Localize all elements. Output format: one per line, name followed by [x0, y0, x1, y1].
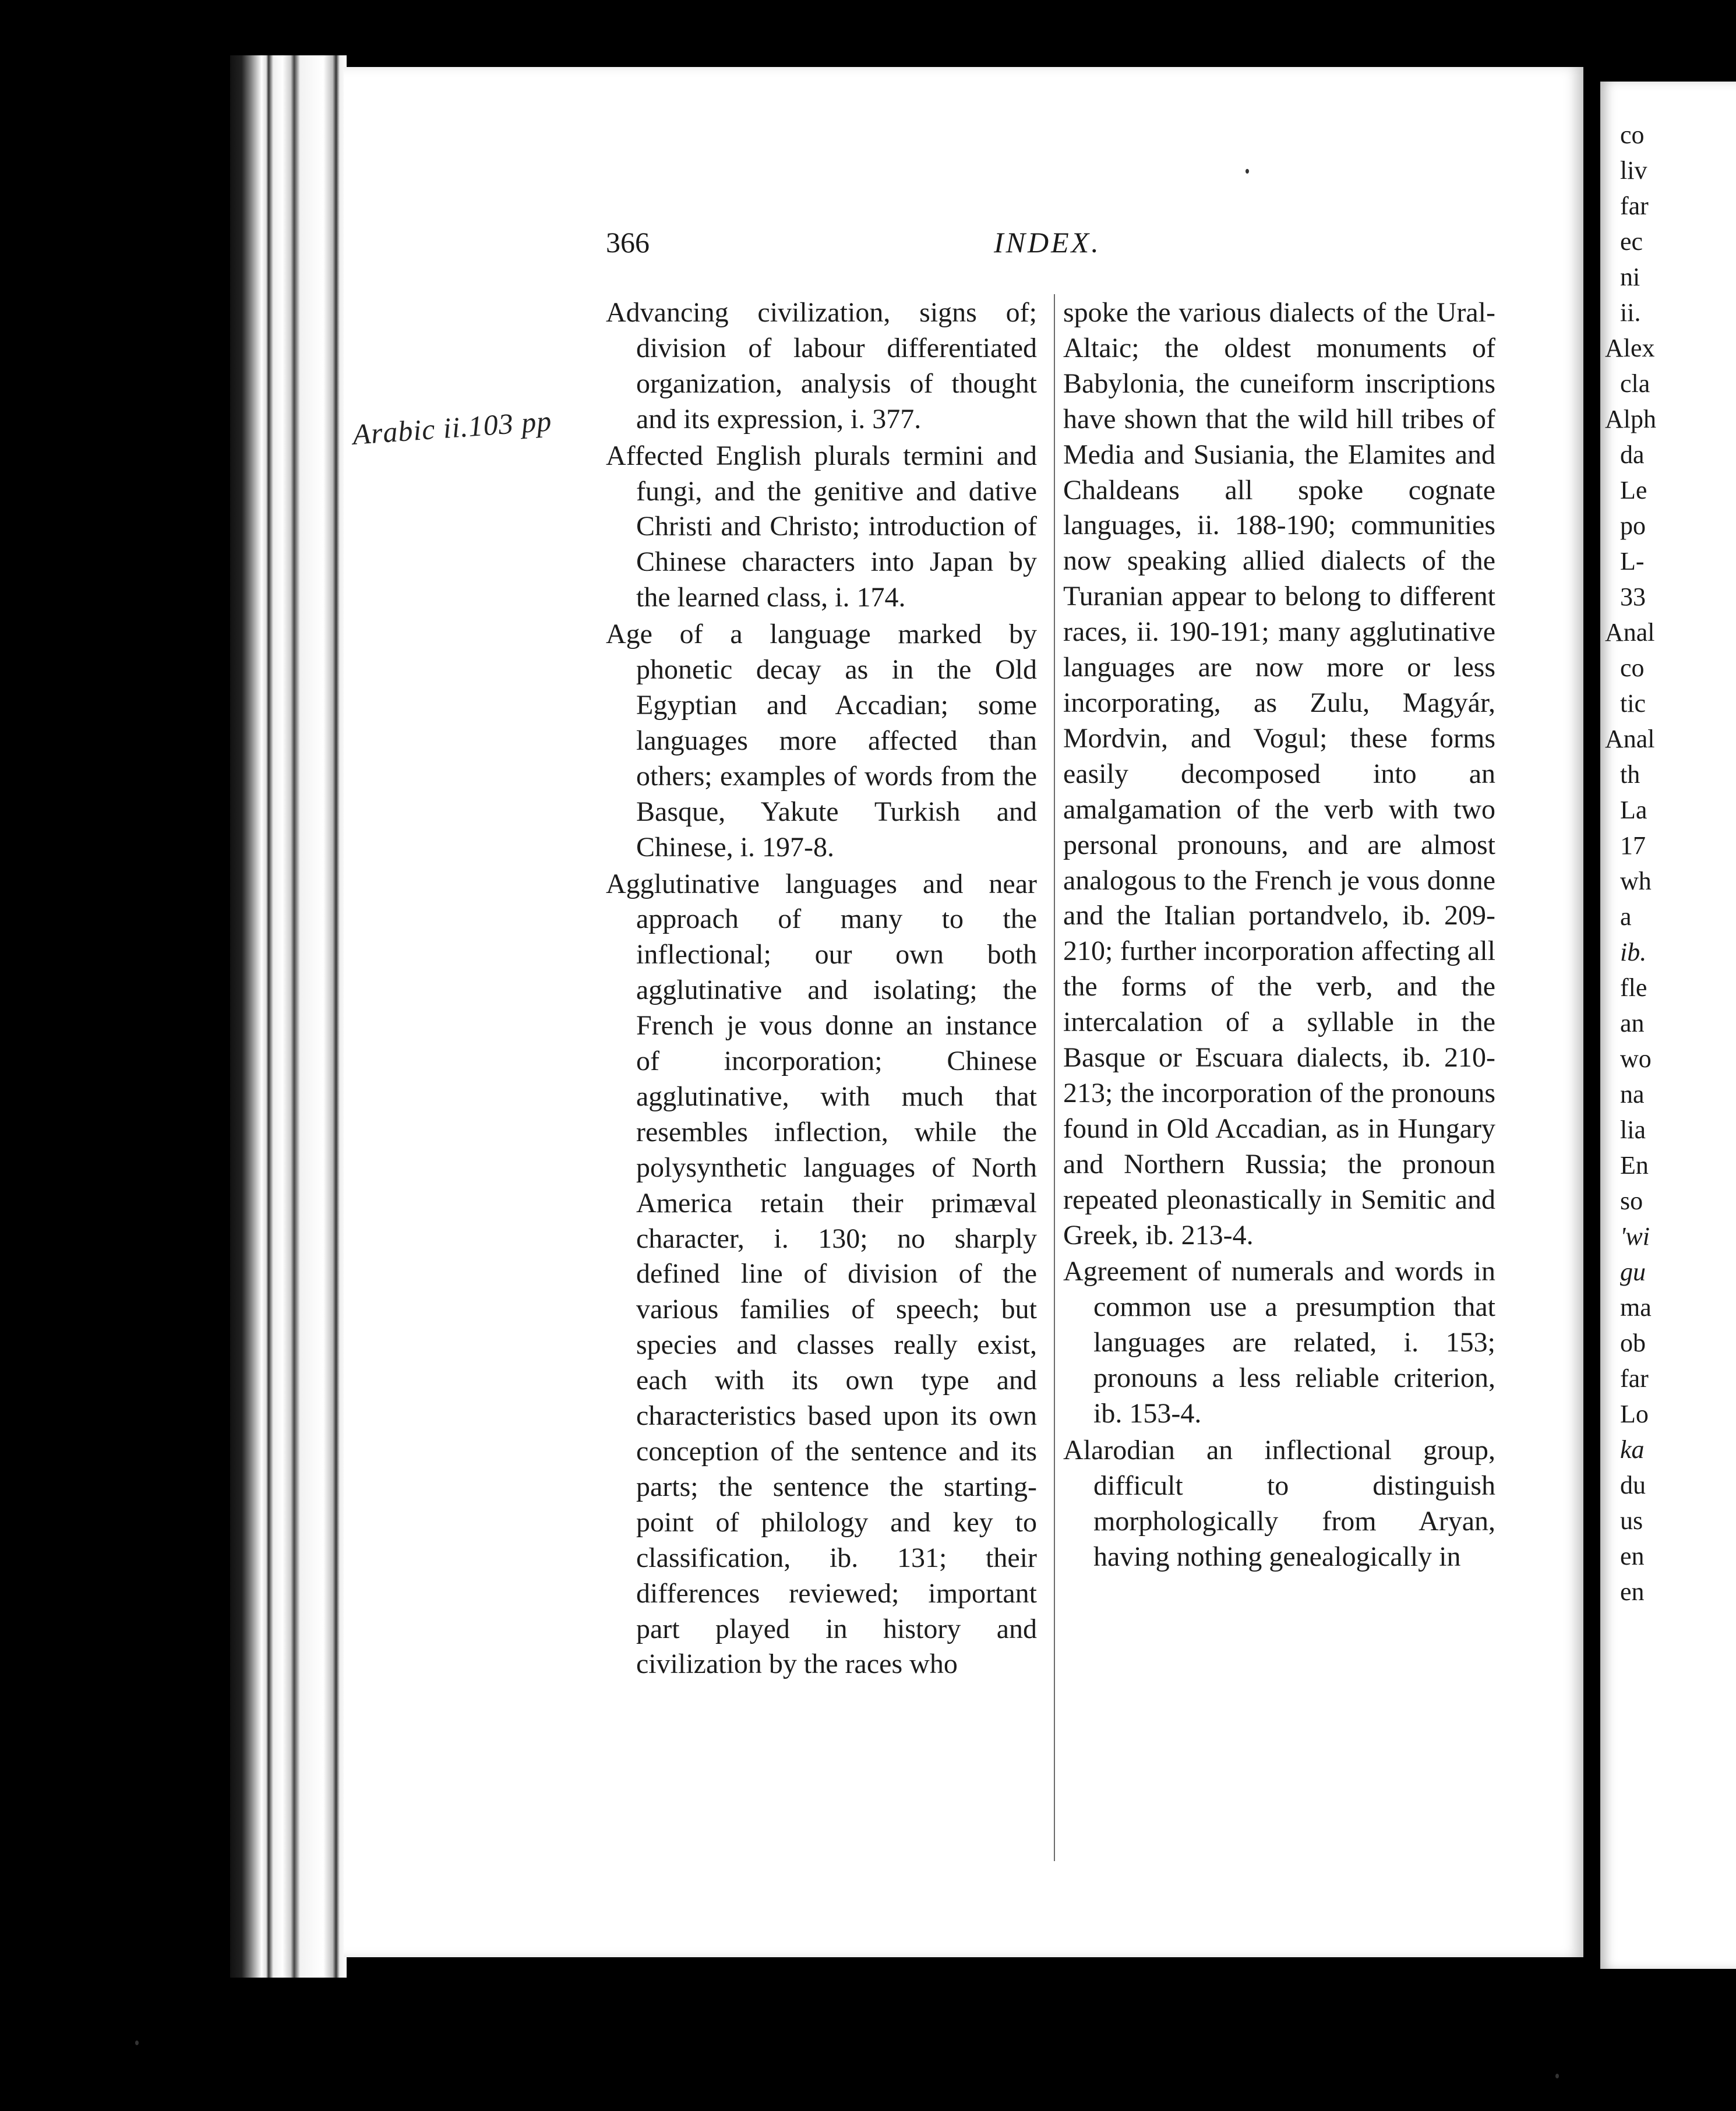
facing-page-fragment: ob: [1620, 1329, 1646, 1357]
facing-page-fragment: La: [1620, 796, 1647, 824]
facing-page-fragment: wh: [1620, 867, 1652, 895]
facing-page-fragment: gu: [1620, 1258, 1646, 1286]
facing-page-fragment: ii.: [1620, 298, 1641, 327]
facing-page-fragment: ma: [1620, 1293, 1652, 1322]
left-column: [606, 295, 1037, 1683]
facing-page-fragment: Le: [1620, 476, 1647, 504]
facing-page-fragment: cla: [1620, 369, 1650, 398]
running-head: INDEX.: [994, 226, 1101, 259]
facing-page-fragment: 33: [1620, 583, 1646, 611]
index-entry: Agglutinative languages and near approach of many to the inflectional; our own both agglutinative and isolating; the French je vous donne an instance of incorporation; Chinese agglutinative, with much that resembles inflection, while the polysynthetic languages of North America retain their primæval character, i. 130; no sharply defined line of division of the various families of speech; but species and classes really exist, each with its own type and characteristics based upon its own conception of the sentence and its parts; the sentence the starting-point of philology and key to classification, ib. 131; their differences reviewed; important part played in history and civilization by the races who: [606, 868, 1037, 1680]
index-entry: Advancing civilization, signs of; division of labour differentiated organization, analysis of thought and its expression, i. 377.: [606, 297, 1037, 435]
facing-page-fragment: ka: [1620, 1435, 1645, 1464]
facing-page-fragment: da: [1620, 440, 1645, 469]
facing-page-fragment: ec: [1620, 227, 1643, 256]
facing-page-fragment: th: [1620, 760, 1640, 789]
facing-page-fragment: 'wi: [1620, 1222, 1650, 1251]
facing-page-fragment: Lo: [1620, 1400, 1649, 1428]
facing-page-fragment: du: [1620, 1471, 1646, 1499]
dust-speck: [135, 2041, 139, 2045]
page-block-edge: [230, 55, 347, 1978]
handwritten-margin-note: Arabic ii.103 pp: [351, 404, 553, 451]
facing-page-fragment: far: [1620, 1364, 1649, 1393]
facing-page-fragment: Anal: [1605, 725, 1655, 753]
facing-page-fragment: en: [1620, 1542, 1645, 1570]
facing-page-fragment: wo: [1620, 1044, 1652, 1073]
right-column: [1063, 295, 1495, 1576]
facing-page-fragment: fle: [1620, 973, 1647, 1002]
facing-page-fragment: tic: [1620, 689, 1646, 718]
facing-page-fragment: Alph: [1605, 405, 1656, 433]
facing-page-fragment: lia: [1620, 1115, 1646, 1144]
facing-page-fragment: far: [1620, 192, 1649, 220]
facing-page-fragment: po: [1620, 511, 1646, 540]
facing-page-fragment: us: [1620, 1506, 1643, 1535]
facing-page-fragment: ni: [1620, 263, 1640, 291]
facing-page-fragment: En: [1620, 1151, 1649, 1180]
index-entry: Alarodian an inflectional group, difficult to distinguish morphologically from Aryan, having nothing genealogically in: [1063, 1435, 1495, 1572]
facing-page-fragment: co: [1620, 654, 1645, 682]
index-entry: Agreement of numerals and words in common use a presumption that languages are related, i. 153; pronouns a less reliable criterion, ib. 153-4.: [1063, 1256, 1495, 1429]
index-page: [344, 67, 1583, 1957]
facing-page-fragment: 17: [1620, 831, 1646, 860]
dust-speck: [1245, 169, 1249, 174]
facing-page-fragment: liv: [1620, 156, 1647, 185]
index-entry: Affected English plurals termini and fungi, and the genitive and dative Christi and Christo; introduction of Chinese characters into Japan by the learned class, i. 174.: [606, 440, 1037, 613]
facing-page-fragment: Anal: [1605, 618, 1655, 647]
column-divider: [1054, 294, 1055, 1861]
facing-page: [1600, 82, 1736, 1969]
dust-speck: [1555, 2074, 1559, 2078]
facing-page-fragment: co: [1620, 121, 1645, 149]
index-entry: spoke the various dialects of the Ural-Altaic; the oldest monuments of Babylonia, the cuneiform inscriptions have shown that the wild hill tribes of Media and Susiania, the Elamites and Chaldeans all spoke cognate languages, ii. 188-190; communities now speaking allied dialects of the Turanian appear to belong to different races, ii. 190-191; many agglutinative languages are now more or less incorporating, as Zulu, Magyár, Mordvin, and Vogul; these forms easily decomposed into an amalgamation of the verb with two personal pronouns, and are almost analogous to the French je vous donne and the Italian portandvelo, ib. 209-210; further incorporation affecting all the forms of the verb, and the intercalation of a syllable in the Basque or Escuara dialects, ib. 210-213; the incorporation of the pronouns found in Old Accadian, as in Hungary and Northern Russia; the pronoun repeated pleonastically in Semitic and Greek, ib. 213-4.: [1063, 297, 1495, 1251]
facing-page-fragment: ib.: [1620, 938, 1647, 966]
facing-page-fragment: en: [1620, 1577, 1645, 1606]
facing-page-fragment: a: [1620, 902, 1632, 931]
facing-page-fragment: an: [1620, 1009, 1645, 1037]
index-entry: Age of a language marked by phonetic decay as in the Old Egyptian and Accadian; some languages more affected than others; examples of words from the Basque, Yakute Turkish and Chinese, i. 197-8.: [606, 619, 1037, 863]
page-number: 366: [606, 226, 650, 259]
facing-page-fragment: so: [1620, 1187, 1643, 1215]
facing-page-fragment: na: [1620, 1080, 1645, 1109]
facing-page-fragment: Alex: [1605, 334, 1655, 362]
facing-page-fragment: L-: [1620, 547, 1645, 576]
